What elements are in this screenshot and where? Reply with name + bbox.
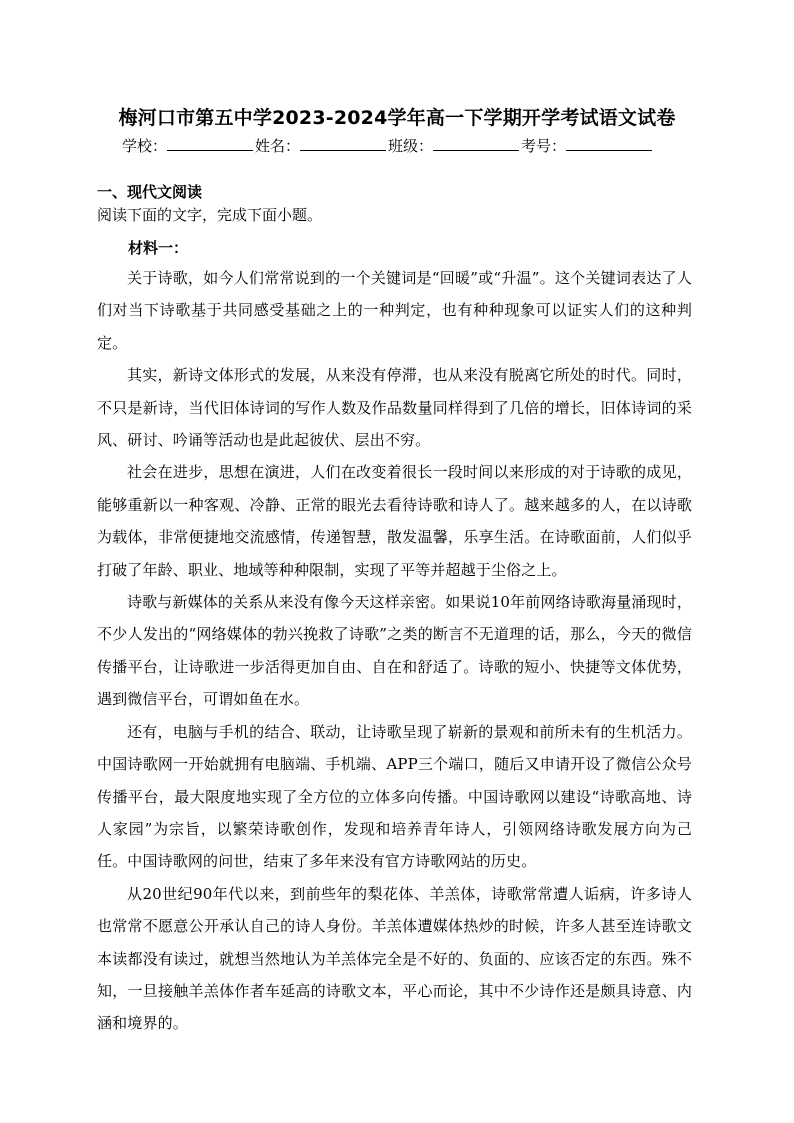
passage-paragraph: 关于诗歌，如今人们常常说到的一个关键词是“回暖”或“升温”。这个关键词表达了人们对当下诗歌基于共同感受基础之上的一种判定，也有种种现象可以证实人们的这种判定。 xyxy=(97,269,692,352)
class-label: 班级： xyxy=(388,137,434,155)
passage-paragraph: 从20世纪90年代以来，到前些年的梨花体、羊羔体，诗歌常常遭人诟病，许多诗人也常常不愿意公开承认自己的诗人身份。羊羔体遭媒体热炒的时候，许多人甚至连诗歌文本读都没有读过，就想当然地认为羊羔体完全是不好的、负面的、应该否定的东西。殊不知，一旦接触羊羔体作者车延高的诗歌文本，平心而论，其中不少诗作还是颇具诗意、内涵和境界的。 xyxy=(97,884,692,1033)
name-blank xyxy=(300,138,386,151)
section-heading: 一、现代文阅读 xyxy=(97,183,203,201)
name-label: 姓名： xyxy=(255,137,301,155)
passage-body xyxy=(97,262,692,1040)
passage-paragraph: 社会在进步，思想在演进，人们在改变着很长一段时间以来形成的对于诗歌的成见，能够重新以一种客观、冷静、正常的眼光去看待诗歌和诗人了。越来越多的人，在以诗歌为载体，非常便捷地交流感情，传递智慧，散发温馨，乐享生活。在诗歌面前，人们似乎打破了年龄、职业、地域等种种限制，实现了平等并超越于尘俗之上。 xyxy=(97,463,692,579)
material-label: 材料一： xyxy=(128,239,189,257)
exam-number-blank xyxy=(566,138,652,151)
school-label: 学校： xyxy=(122,137,168,155)
exam-title: 梅河口市第五中学2023-2024学年高一下学期开学考试语文试卷 xyxy=(118,107,676,129)
passage-paragraph: 其实，新诗文体形式的发展，从来没有停滞，也从来没有脱离它所处的时代。同时，不只是新诗，当代旧体诗词的写作人数及作品数量同样得到了几倍的增长，旧体诗词的采风、研讨、吟诵等活动也是此起彼伏、层出不穷。 xyxy=(97,366,692,450)
student-info-line xyxy=(122,135,682,156)
reading-instruction: 阅读下面的文字，完成下面小题。 xyxy=(97,206,323,224)
exam-number-label: 考号： xyxy=(521,137,567,155)
passage-paragraph: 还有，电脑与手机的结合、联动，让诗歌呈现了崭新的景观和前所未有的生机活力。中国诗歌网一开始就拥有电脑端、手机端、APP三个端口，随后又申请开设了微信公众号传播平台，最大限度地实现了全方位的立体多向传播。中国诗歌网以建设“诗歌高地、诗人家园”为宗旨，以繁荣诗歌创作，发现和培养青年诗人，引领网络诗歌发展方向为己任。中国诗歌网的问世，结束了多年来没有官方诗歌网站的历史。 xyxy=(97,722,692,871)
passage-paragraph: 诗歌与新媒体的关系从来没有像今天这样亲密。如果说10年前网络诗歌海量涌现时，不少人发出的“网络媒体的勃兴挽救了诗歌”之类的断言不无道理的话，那么，今天的微信传播平台，让诗歌进一步活得更加自由、自在和舒适了。诗歌的短小、快捷等文体优势，遇到微信平台，可谓如鱼在水。 xyxy=(97,593,692,709)
school-blank xyxy=(167,138,253,151)
class-blank xyxy=(433,138,519,151)
